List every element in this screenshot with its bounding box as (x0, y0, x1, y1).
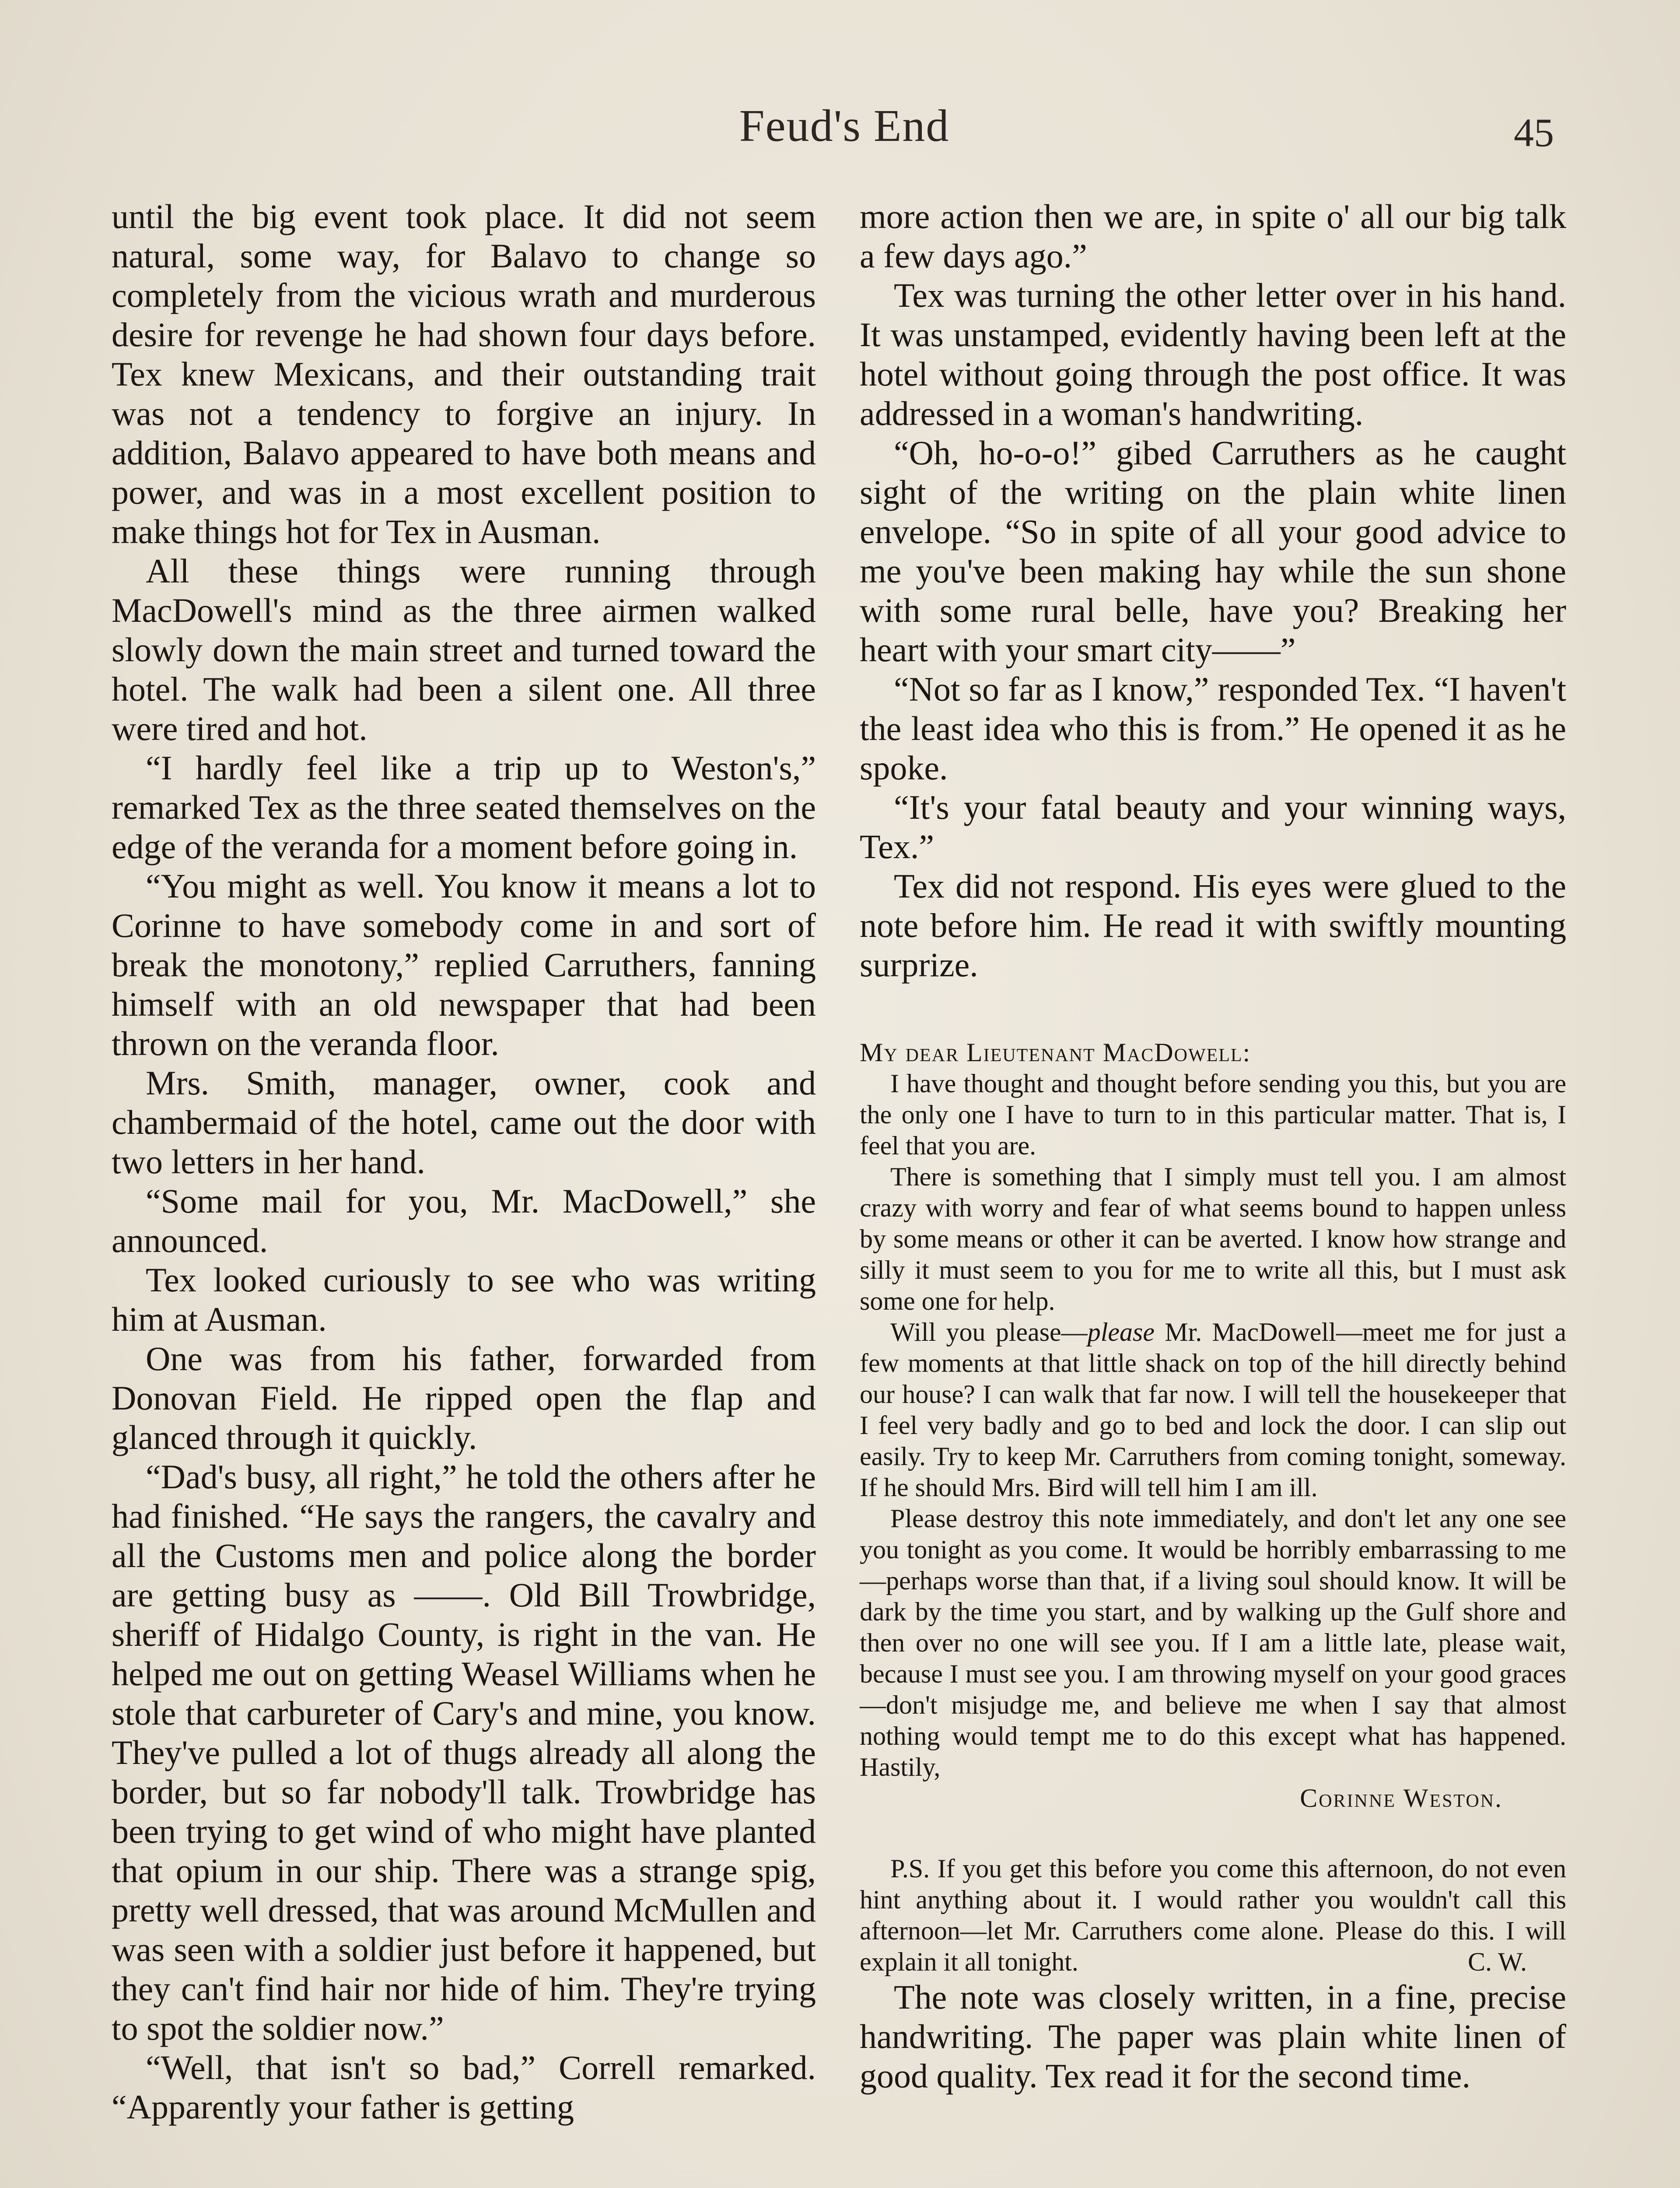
letter-text: Will you please— (890, 1318, 1088, 1346)
right-column (860, 197, 1566, 2096)
paragraph: “I hardly feel like a trip up to Weston's,” remarked Tex as the three seated themselves on the edge of the veranda for a moment before going in. (112, 749, 816, 866)
paragraph: Tex was turning the other letter over in his hand. It was unstamped, evidently having been left at the hotel without going through the post office. It was addressed in a woman's handwriting. (860, 276, 1566, 432)
letter-paragraph: Please destroy this note immediately, and don't let any one see you tonight as you come. It would be horribly embarrassing to me—perhaps worse than that, if a living soul should know. It will be dark by the time you start, and by walking up the Gulf shore and then over no one will see you. If I am a little late, please wait, because I must see you. I am throwing myself on your good graces—don't misjudge me, and believe me when I say that almost nothing would tempt me to do this except what has happened. Hastily, (860, 1504, 1566, 1781)
letter-text: Mr. MacDowell—meet me for just a few moments at that little shack on top of the hill directly behind our house? I can walk that far now. I will tell the housekeeper that I feel very badly and go to bed and lock the door. I can slip out easily. Try to keep Mr. Carruthers from coming tonight, someway. If he should Mrs. Bird will tell him I am ill. (860, 1318, 1566, 1502)
paragraph: “It's your fatal beauty and your winning ways, Tex.” (860, 788, 1566, 866)
letter-paragraph: I have thought and thought before sending you this, but you are the only one I have to turn to in this particular matter. That is, I feel that you are. (860, 1069, 1566, 1160)
paragraph: Tex did not respond. His eyes were glued to the note before him. He read it with swiftly mounting surprize. (860, 867, 1566, 984)
postscript-initials: C. W. (1467, 1947, 1527, 1976)
letter-signature: Corinne Weston. (1300, 1784, 1503, 1813)
paragraph: until the big event took place. It did not seem natural, some way, for Balavo to change so completely from the vicious wrath and murderous desire for revenge he had shown four days before. Tex knew Mexicans, and their outstanding trait was not a tendency to forgive an injury. In addition, Balavo appeared to have both means and power, and was in a most excellent position to make things hot for Tex in Ausman. (112, 197, 816, 551)
letter-paragraph (860, 1317, 1566, 1503)
left-column (112, 197, 816, 2127)
page-number: 45 (1514, 110, 1554, 155)
paragraph: “Not so far as I know,” responded Tex. “I haven't the least idea who this is from.” He opened it as he spoke. (860, 670, 1566, 787)
letter-paragraph: There is something that I simply must tell you. I am almost crazy with worry and fear of what seems bound to happen unless by some means or other it can be averted. I know how strange and silly it must seem to you for me to write all this, but I must ask some one for help. (860, 1162, 1566, 1315)
letter-emphasis: please (1087, 1318, 1155, 1346)
paragraph: One was from his father, forwarded from Donovan Field. He ripped open the flap and glanced through it quickly. (112, 1339, 816, 1456)
letter-postscript (860, 1853, 1566, 1978)
paragraph: All these things were running through MacDowell's mind as the three airmen walked slowly down the main street and turned toward the hotel. The walk had been a silent one. All three were tired and hot. (112, 552, 816, 747)
running-head-title: Feud's End (739, 101, 950, 151)
paragraph: more action then we are, in spite o' all our big talk a few days ago.” (860, 197, 1566, 275)
postscript-text: P.S. If you get this before you come this afternoon, do not even hint anything about it. I would rather you wouldn't call this afternoon—let Mr. Carruthers come alone. Please do this. I will explain it all tonight. (860, 1854, 1566, 1976)
paragraph: “Some mail for you, Mr. MacDowell,” she announced. (112, 1182, 816, 1259)
paragraph: Mrs. Smith, manager, owner, cook and chambermaid of the hotel, came out the door with two letters in her hand. (112, 1064, 816, 1181)
paragraph: “Oh, ho-o-o!” gibed Carruthers as he caught sight of the writing on the plain white linen envelope. “So in spite of all your good advice to me you've been making hay while the sun shone with some rural belle, have you? Breaking her heart with your smart city——” (860, 434, 1566, 669)
paragraph: “Well, that isn't so bad,” Correll remarked. “Apparently your father is getting (112, 2048, 816, 2126)
embedded-letter (860, 1037, 1566, 1978)
paragraph: Tex looked curiously to see who was writing him at Ausman. (112, 1261, 816, 1338)
letter-salutation: My dear Lieutenant MacDowell: (860, 1038, 1251, 1067)
paragraph: “You might as well. You know it means a lot to Corinne to have somebody come in and sort of break the monotony,” replied Carruthers, fanning himself with an old newspaper that had been thrown on the veranda floor. (112, 867, 816, 1062)
paragraph: “Dad's busy, all right,” he told the others after he had finished. “He says the rangers, the cavalry and all the Customs men and police along the border are getting busy as ——. Old Bill Trowbridge, sheriff of Hidalgo County, is right in the van. He helped me out on getting Weasel Williams when he stole that carbureter of Cary's and mine, you know. They've pulled a lot of thugs already all along the border, but so far nobody'll talk. Trowbridge has been trying to get wind of who might have planted that opium in our ship. There was a strange spig, pretty well dressed, that was around McMullen and was seen with a soldier just before it happened, but they can't find hair nor hide of him. They're trying to spot the soldier now.” (112, 1458, 816, 2047)
paragraph: The note was closely written, in a fine, precise handwriting. The paper was plain white linen of good quality. Tex read it for the second time. (860, 1978, 1566, 2095)
